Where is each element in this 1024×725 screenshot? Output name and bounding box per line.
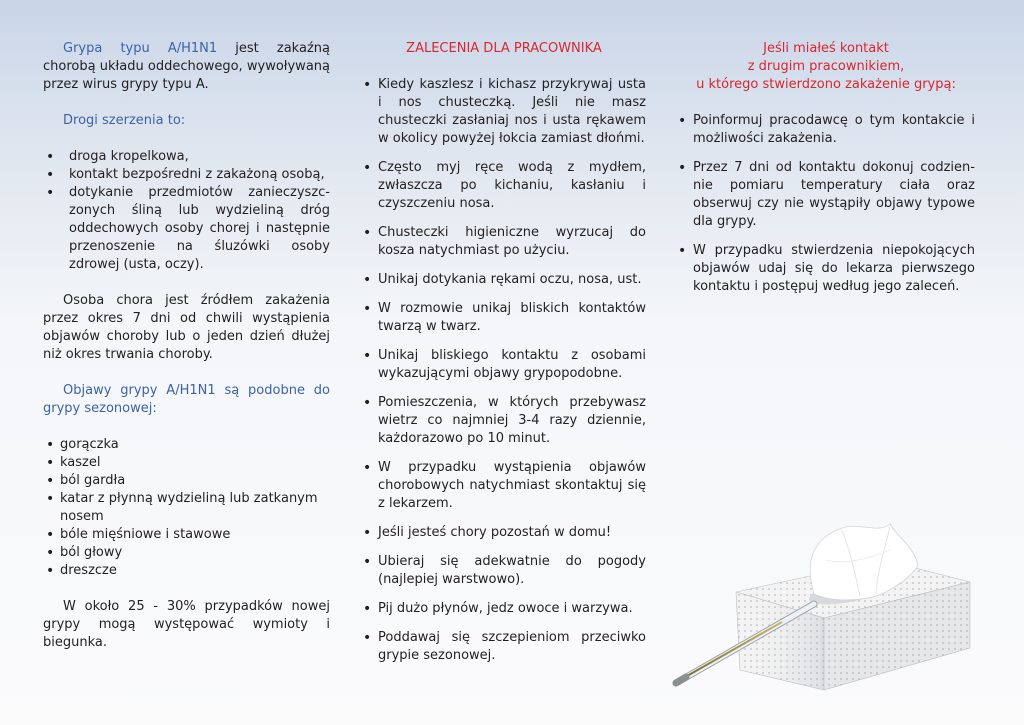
list-item: • Unikaj bliskiego kontaktu z osobami wykazującymi objawy grypopodobne.	[362, 347, 646, 383]
contact-heading-line: z drugim pracownikiem,	[747, 59, 905, 74]
list-item: • Jeśli jesteś chory pozostań w domu!	[362, 524, 646, 542]
list-item: • dotykanie przedmiotów zanieczyszczonych śliną lub wydzieliną dróg oddechowych osoby chorej i następnie przenoszenie na śluzówki osoby zdrowej (usta, oczy).	[43, 184, 330, 274]
list-item: • Chusteczki higieniczne wyrzucaj do kosza natychmiast po użyciu.	[362, 224, 646, 260]
contagion-paragraph: Osoba chora jest źródłem zakażenia przez okres 7 dni od chwili wystąpienia objawów choroby lub o jeden dzień dłużej niż okres trwania choroby.	[43, 293, 330, 362]
list-item: • kaszel	[43, 454, 330, 472]
tissue-box-thermometer-illustration	[664, 520, 984, 700]
list-item: • W przypadku wystąpienia objawów chorobowych natychmiast skontaktuj się z lekarzem.	[362, 459, 646, 513]
list-item: • droga kropelkowa,	[43, 148, 330, 166]
list-item: • W rozmowie unikaj bliskich kontaktów twarzą w twarz.	[362, 300, 646, 336]
list-item: • kontakt bezpośredni z zakażoną osobą,	[43, 166, 330, 184]
note-paragraph: W około 25 - 30% przypadków nowej grypy mogą występować wymioty i biegunka.	[43, 599, 330, 650]
intro-lead: Grypa typu A/H1N1	[63, 41, 218, 56]
symptoms-heading: Objawy grypy A/H1N1 są podobne do grypy sezonowej:	[43, 383, 330, 416]
list-item: • Często myj ręce wodą z mydłem, zwłaszcza po kichaniu, kasłaniu i czyszczeniu nosa.	[362, 159, 646, 213]
list-item: • ból głowy	[43, 544, 330, 562]
contact-heading-line: Jeśli miałeś kontakt	[763, 41, 889, 56]
recommendations-list	[362, 76, 646, 665]
list-item: • Kiedy kaszlesz i kichasz przykrywaj usta i nos chusteczką. Jeśli nie masz chusteczki zasłaniaj nos i usta rękawem w okolicy powyżej łokcia zamiast dłońmi.	[362, 76, 646, 148]
list-item: • gorączka	[43, 436, 330, 454]
list-item: • Ubieraj się adekwatnie do pogody (najlepiej warstwowo).	[362, 553, 646, 589]
column-contact-advice	[677, 40, 975, 307]
list-item: • Pomieszczenia, w których przebywasz wietrz co najmniej 3-4 razy dziennie, każdorazowo po 10 minut.	[362, 394, 646, 448]
intro-rest: jest zakaźną chorobą układu oddechowego, wywoływaną przez wirus grypy typu A.	[43, 41, 330, 92]
list-item: • bóle mięśniowe i stawowe	[43, 526, 330, 544]
contact-advice-list	[677, 112, 975, 296]
list-item: • dreszcze	[43, 562, 330, 580]
spread-list	[43, 148, 330, 274]
list-item: • W przypadku stwierdzenia niepokojących objawów udaj się do lekarza pierwszego kontaktu i postępuj według jego zaleceń.	[677, 242, 975, 296]
list-item: • Poddawaj się szczepieniom przeciwko grypie sezonowej.	[362, 629, 646, 665]
contact-heading-line: u którego stwierdzono zakażenie grypą:	[696, 77, 956, 92]
spread-heading: Drogi szerzenia to:	[63, 113, 186, 128]
list-item: • Poinformuj pracodawcę o tym kontakcie i możliwości zakażenia.	[677, 112, 975, 148]
intro-paragraph	[43, 40, 330, 94]
contact-heading	[677, 40, 975, 94]
column-flu-info	[43, 40, 330, 652]
list-item: • ból gardła	[43, 472, 330, 490]
list-item: • katar z płynną wydzieliną lub zatkanym nosem	[43, 490, 330, 526]
list-item: • Przez 7 dni od kontaktu dokonuj codziennie pomiaru temperatury ciała oraz obserwuj czy nie wystąpiły objawy typowe dla grypy.	[677, 159, 975, 231]
symptoms-list	[43, 436, 330, 580]
list-item: • Pij dużo płynów, jedz owoce i warzywa.	[362, 600, 646, 618]
list-item: • Unikaj dotykania rękami oczu, nosa, ust.	[362, 271, 646, 289]
recommendations-heading: ZALECENIA DLA PRACOWNIKA	[406, 41, 602, 56]
column-recommendations	[362, 40, 646, 676]
